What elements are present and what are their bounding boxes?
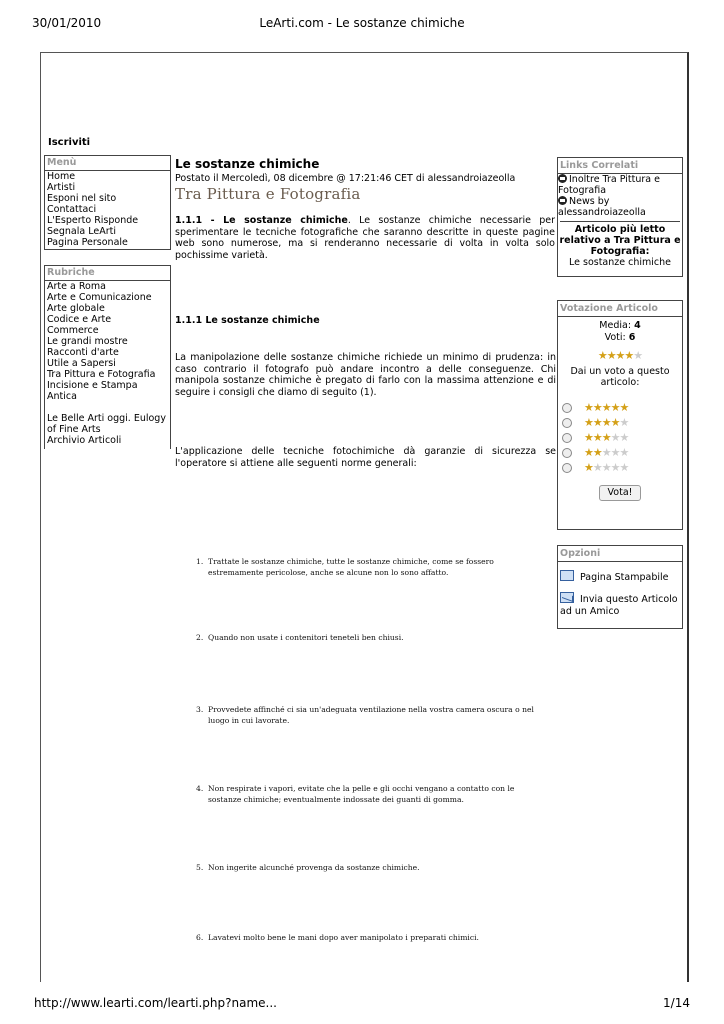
paragraph-2: L'applicazione delle tecniche fotochimiche dà garanzie di sicurezza se l'operatore si attiene alle seguenti norme generali: [175,446,556,469]
rubriche-box [44,265,171,449]
rule-text: Provvedete affinché ci sia un'adeguata ventilazione nella vostra camera oscura o nel luogo in cui lavorate. [208,705,534,725]
vote-options [558,400,682,475]
menu-item[interactable]: Contattaci [47,204,97,215]
divider [560,221,680,222]
send-to-friend-link[interactable] [558,592,682,618]
media-value: 4 [634,320,641,331]
average-stars-icon: ★★★★★ [597,349,643,362]
vote-title: Votazione Articolo [558,301,682,317]
rule-item [196,557,546,578]
vote-option[interactable] [558,430,682,445]
menu-item[interactable]: Artisti [47,182,76,193]
vote-radio[interactable] [562,433,572,443]
link-inoltre-label: Inoltre Tra Pittura e Fotografia [558,174,660,196]
print-header [32,16,692,34]
article [175,157,555,261]
vote-option[interactable] [558,460,682,475]
vote-button[interactable]: Vota! [599,485,641,501]
menu-items [45,171,170,248]
link-inoltre[interactable] [558,174,682,196]
rule-item [196,784,546,805]
article-title: Le sostanze chimiche [175,157,320,171]
rule-item [196,633,546,644]
rule-number: 4. [196,784,204,793]
rule-number: 5. [196,863,204,872]
menu-title: Menù [45,156,170,171]
rubrica-item[interactable]: Arte globale [47,303,105,314]
print-footer [34,996,690,1014]
media-label: Media: [599,320,632,331]
printable-page-link[interactable] [558,570,682,584]
menu-item[interactable]: Pagina Personale [47,237,128,248]
link-news-by[interactable] [558,196,682,218]
links-title: Links Correlati [558,158,682,174]
intro-bold: 1.1.1 - Le sostanze chimiche [175,215,348,226]
rubrica-item[interactable]: Arte a Roma [47,281,106,292]
rule-text: Non respirate i vapori, evitate che la pelle e gli occhi vengano a contatto con le sostanze chimiche; eventualmente indossate dei guanti di gomma. [208,784,515,804]
rubrica-item[interactable]: of Fine Arts [47,424,101,435]
print-url: http://www.learti.com/learti.php?name... [34,996,277,1010]
intro-text: . Le sostanze chimiche necessarie per sperimentare le tecniche fotografiche che saranno descritte in queste pagine web sono numerose, ma si renderanno necessarie di volta in volta solo pochissime varietà. [175,215,555,261]
envelope-icon [560,592,574,603]
rule-number: 6. [196,933,204,942]
voti-label: Voti: [604,332,626,343]
rubrica-item[interactable]: Tra Pittura e Fotografia [47,369,156,380]
menu-item[interactable]: Segnala LeArti [47,226,116,237]
vote-radio[interactable] [562,418,572,428]
rule-text: Non ingerite alcunché provenga da sostanze chimiche. [208,863,420,872]
article-intro [175,215,555,261]
print-date: 30/01/2010 [32,16,102,30]
menu-item[interactable]: L'Esperto Risponde [47,215,139,226]
menu-item[interactable]: Home [47,171,76,182]
iscriviti-link[interactable]: Iscriviti [48,137,91,148]
rule-item [196,863,546,874]
print-page-number: 1/14 [663,996,690,1010]
article-posted: Postato il Mercoledì, 08 dicembre @ 17:21:46 CET di alessandroiazeolla [175,173,516,184]
options-title: Opzioni [558,546,682,562]
topic-logo[interactable]: Tra Pittura e Fotografia [175,185,361,203]
voti-value: 6 [628,332,636,343]
rubrica-item[interactable] [45,402,170,413]
rubrica-item[interactable]: Codice e Arte [47,314,112,325]
vote-prompt: Dai un voto a questo articolo: [570,366,670,388]
arrow-right-icon [558,196,567,205]
star-rating-icon: ★★★★★ [584,416,629,429]
send-label: Invia questo Articolo ad un Amico [560,594,678,617]
star-rating-icon: ★★★★★ [584,461,629,474]
rubrica-item[interactable]: Utile a Sapersi [47,358,116,369]
most-read-heading: Articolo più letto relativo a Tra Pittura e Fotografia: [559,224,681,257]
menu-item[interactable]: Esponi nel sito [47,193,117,204]
rubriche-items [45,281,170,446]
most-read-link[interactable]: Le sostanze chimiche [569,257,671,268]
rubrica-item[interactable]: Arte e Comunicazione [47,292,152,303]
rule-number: 3. [196,705,204,714]
media-row [558,320,682,332]
printer-icon [560,570,574,581]
vote-radio[interactable] [562,403,572,413]
vote-box [557,300,683,530]
rubrica-item[interactable]: Antica [47,391,77,402]
star-rating-icon: ★★★★★ [584,431,629,444]
links-box [557,157,683,277]
vote-option[interactable] [558,400,682,415]
rubrica-item[interactable]: Le grandi mostre [47,336,128,347]
vote-option[interactable] [558,415,682,430]
rubriche-title: Rubriche [45,266,170,281]
link-news-label: News by alessandroiazeolla [558,196,646,218]
printable-label: Pagina Stampabile [580,572,669,583]
vote-radio[interactable] [562,448,572,458]
vote-option[interactable] [558,445,682,460]
arrow-right-icon [558,174,567,183]
vote-stats [558,320,682,344]
rule-number: 2. [196,633,204,642]
rubrica-item[interactable]: Le Belle Arti oggi. Eulogy [47,413,166,424]
rubrica-item[interactable]: Archivio Articoli [47,435,122,446]
rule-item [196,933,546,944]
voti-row [558,332,682,344]
rubrica-item[interactable]: Commerce [47,325,99,336]
print-page-title: LeArti.com - Le sostanze chimiche [259,16,465,30]
options-box [557,545,683,629]
star-rating-icon: ★★★★★ [584,401,629,414]
paragraph-1: La manipolazione delle sostanze chimiche richiede un minimo di prudenza: in caso contrario il fotografo può andare incontro a delle conseguenze. Chi manipola sostanze chimiche è pregato di farlo con la massima attenzione e di seguire i consigli che diamo di seguito (1). [175,352,556,398]
rule-text: Quando non usate i contenitori teneteli ben chiusi. [208,633,404,642]
rubrica-item[interactable]: Racconti d'arte [47,347,119,358]
rule-item [196,705,546,726]
rubrica-item[interactable]: Incisione e Stampa [47,380,138,391]
vote-radio[interactable] [562,463,572,473]
rule-number: 1. [196,557,204,566]
menu-box [44,155,171,250]
rule-text: Lavatevi molto bene le mani dopo aver manipolato i preparati chimici. [208,933,479,942]
rule-text: Trattate le sostanze chimiche, tutte le sostanze chimiche, come se fossero estremamente pericolose, anche se alcune non lo sono affatto. [208,557,494,577]
section-heading: 1.1.1 Le sostanze chimiche [175,315,320,326]
star-rating-icon: ★★★★★ [584,446,629,459]
